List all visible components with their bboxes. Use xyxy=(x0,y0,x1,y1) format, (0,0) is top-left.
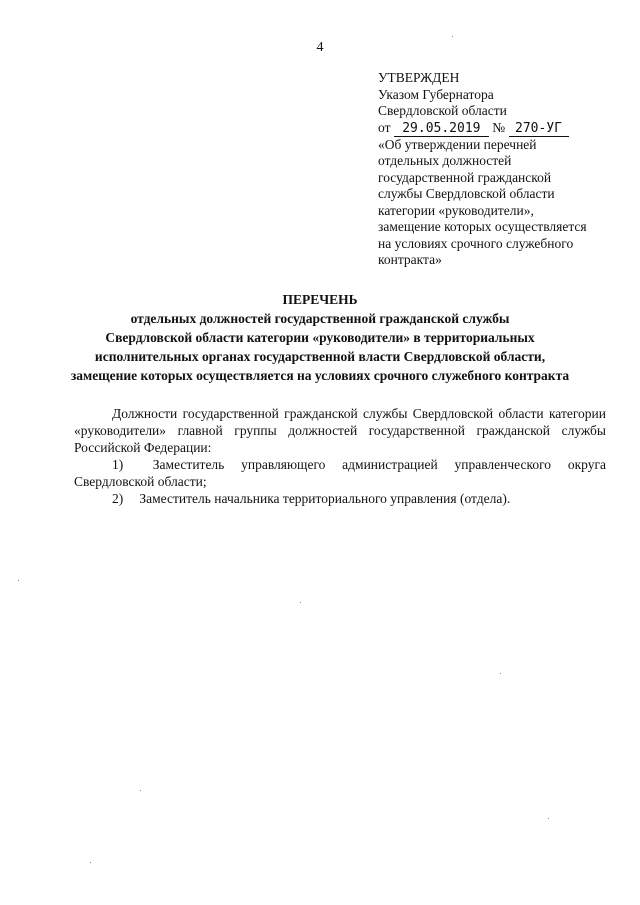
approval-stamp xyxy=(378,70,618,269)
subject-line: категории «руководители», xyxy=(378,202,534,218)
list-item-number: 2) xyxy=(112,491,124,506)
list-item xyxy=(74,490,606,507)
subject-line: контракта» xyxy=(378,252,442,267)
document-body xyxy=(74,405,606,507)
title-line: замещение которых осуществляется на условиях срочного служебного контракта xyxy=(70,368,570,383)
decree-date: 29.05.2019 xyxy=(394,122,489,137)
list-item-number: 1) xyxy=(112,457,124,472)
from-prefix: от xyxy=(378,119,391,135)
list-item xyxy=(74,456,606,490)
intro-paragraph: Должности государственной гражданской службы Свердловской области категории «руководители» главной группы должностей государственной гражданской службы Российской Федерации: xyxy=(74,406,606,455)
scan-speck xyxy=(18,580,19,581)
title-line: исполнительных органах государственной власти Свердловской области, xyxy=(94,349,546,364)
decree-number: 270-УГ xyxy=(509,122,569,137)
subject-line: службы Свердловской области xyxy=(378,186,555,201)
title-line: отдельных должностей государственной гражданской службы xyxy=(130,311,510,326)
subject-line: на условиях срочного служебного xyxy=(378,235,574,251)
subject-line: замещение которых осуществляется xyxy=(378,219,587,234)
page-number: 4 xyxy=(316,40,324,55)
subject-line: государственной гражданской xyxy=(378,169,552,185)
title-main: ПЕРЕЧЕНЬ xyxy=(282,292,358,307)
approval-issuer-line2: Свердловской области xyxy=(378,103,507,118)
subject-line: «Об утверждении перечней xyxy=(378,136,537,152)
document-title xyxy=(20,290,620,385)
number-sign: № xyxy=(492,119,506,135)
decree-reference xyxy=(378,120,618,137)
approval-issuer-line1: Указом Губернатора xyxy=(378,86,494,102)
scan-speck xyxy=(300,602,301,603)
scan-speck xyxy=(548,818,549,819)
list-item-text: Заместитель начальника территориального управления (отдела). xyxy=(139,491,511,506)
title-line: Свердловской области категории «руководители» в территориальных xyxy=(105,330,535,345)
approval-heading: УТВЕРЖДЕН xyxy=(378,70,460,85)
scan-speck xyxy=(452,36,453,37)
scan-speck xyxy=(90,862,91,863)
list-item-text: Заместитель управляющего администрацией управленческого округа Свердловской области; xyxy=(74,457,607,489)
subject-line: отдельных должностей xyxy=(378,153,512,168)
scan-speck xyxy=(140,790,141,791)
scan-speck xyxy=(500,673,501,674)
